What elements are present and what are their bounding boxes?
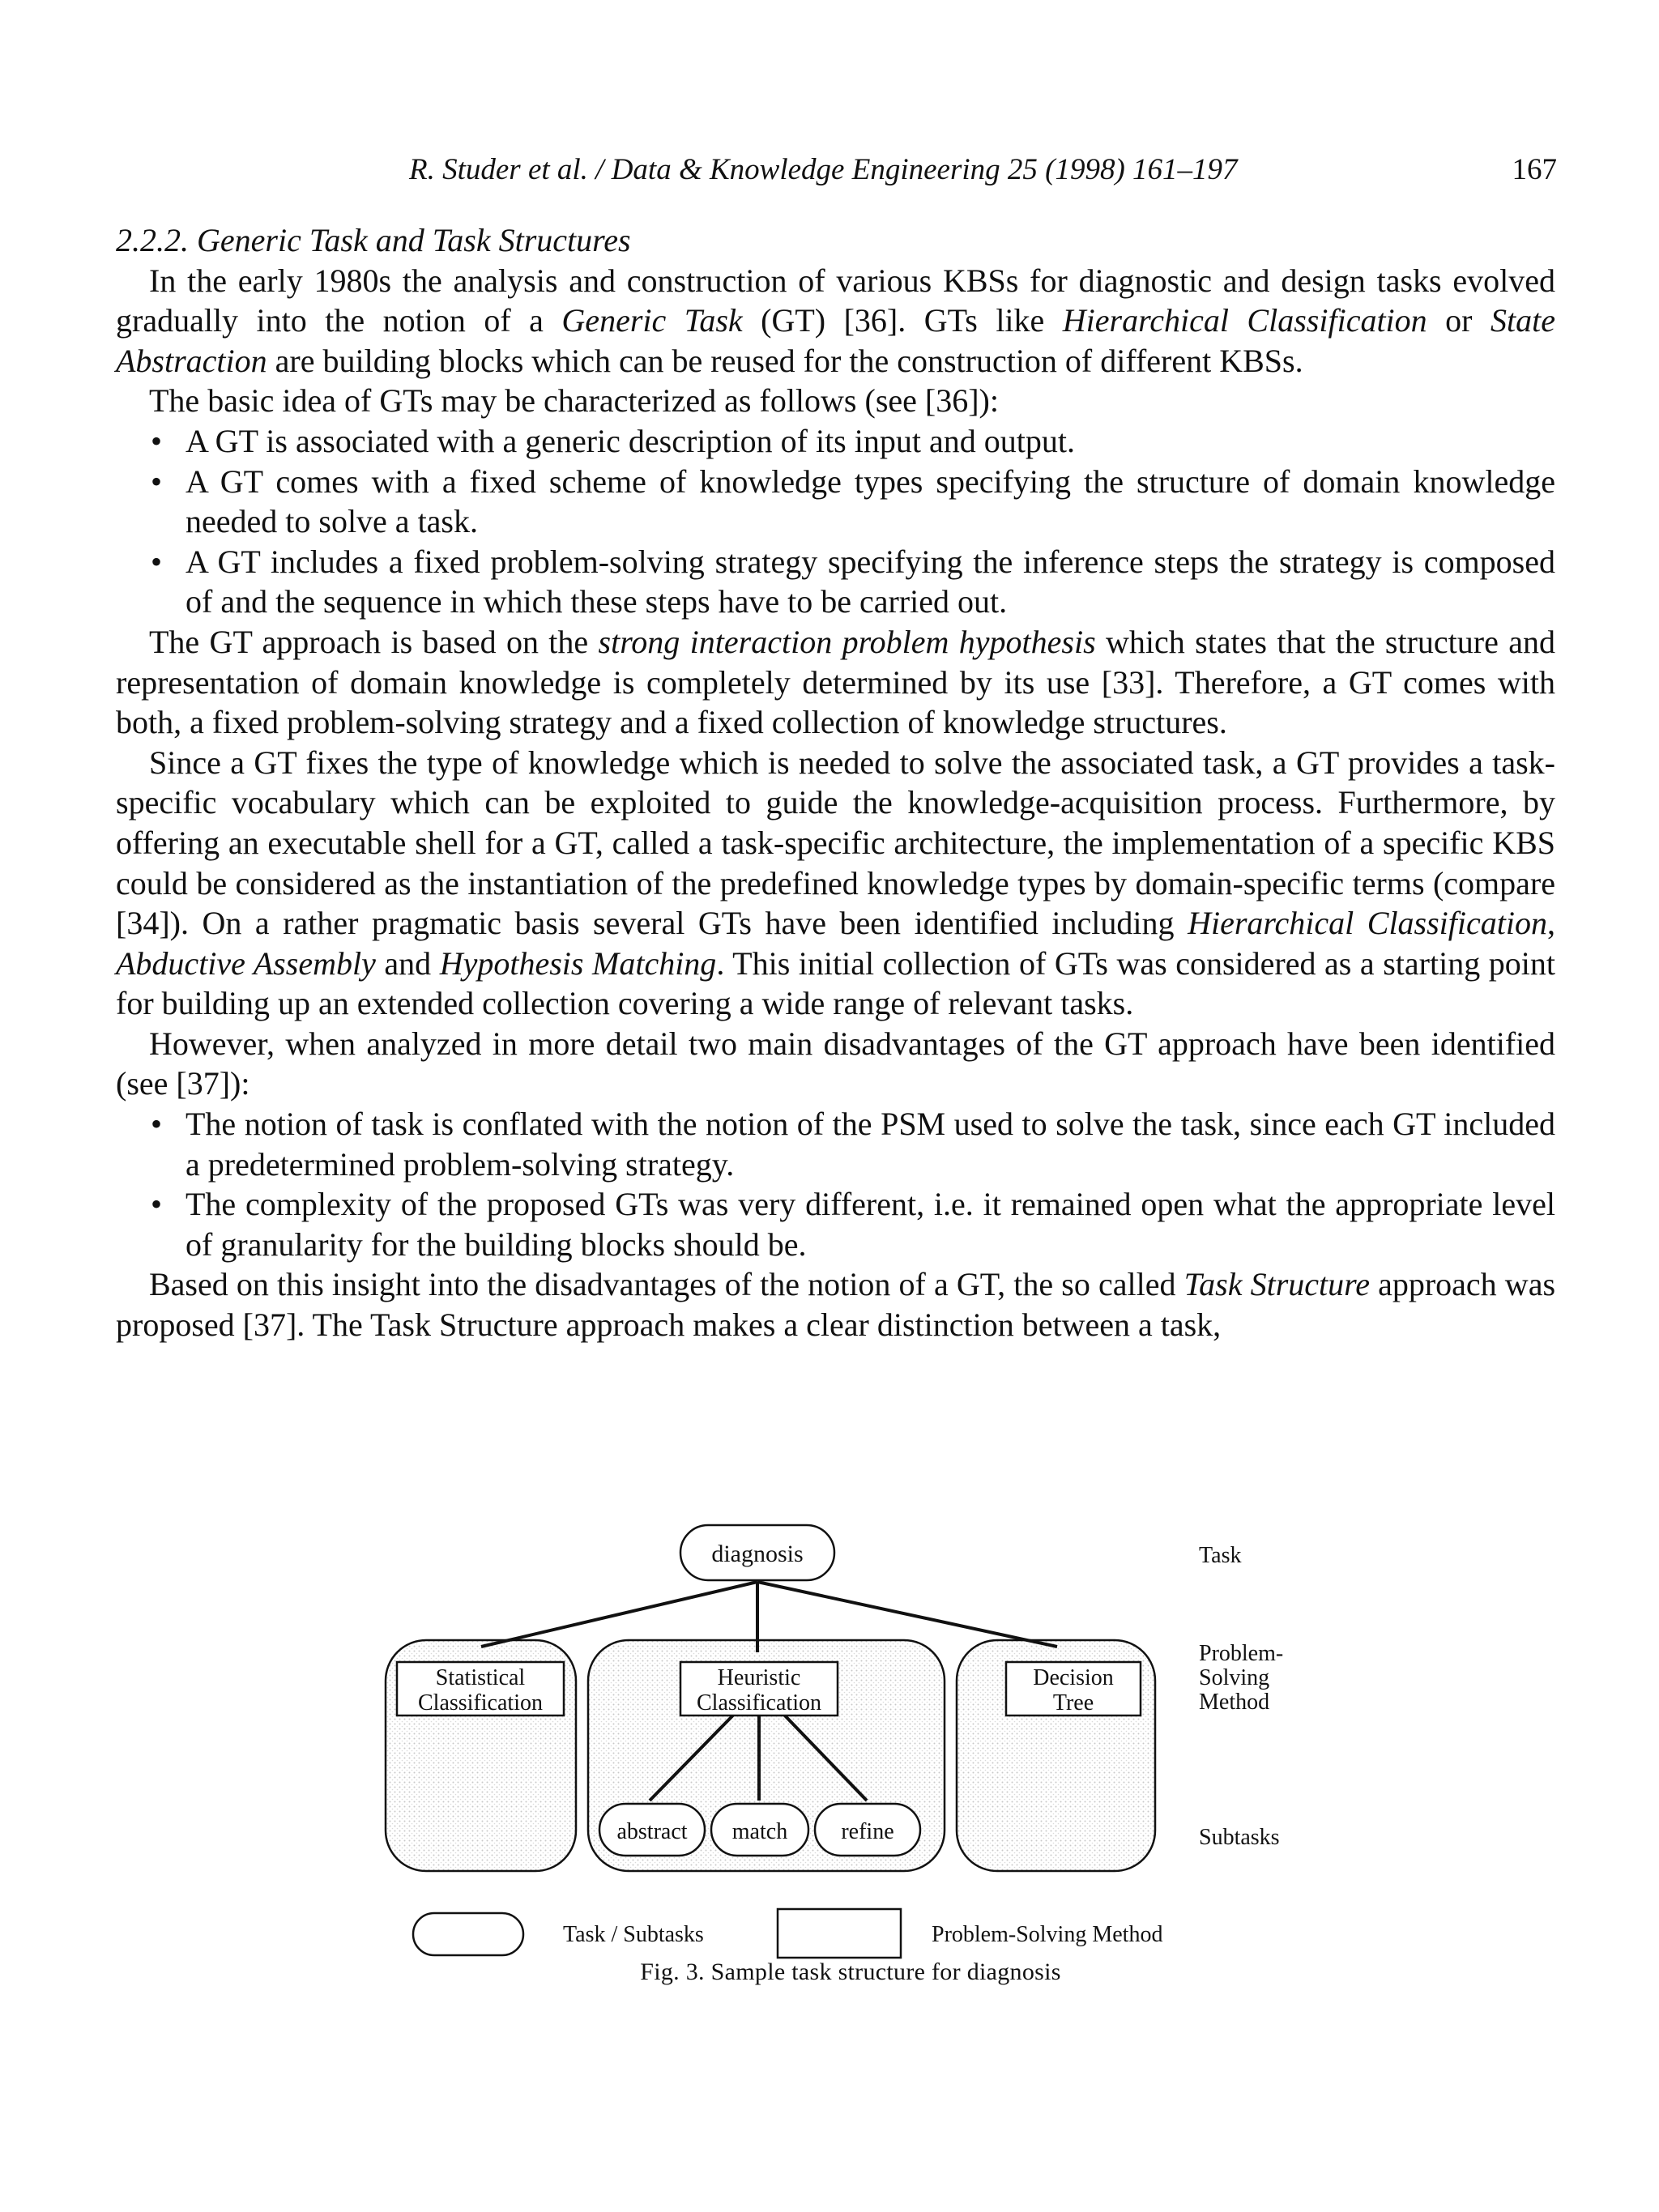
psm-label-statistical-2: Classification (418, 1690, 543, 1715)
psm-label-decision-2: Tree (1052, 1690, 1094, 1715)
running-head: R. Studer et al. / Data & Knowledge Engineering 25 (1998) 161–197 (409, 153, 1238, 186)
bullet-icon: • (151, 543, 163, 580)
figure-caption: Fig. 3. Sample task structure for diagnosis (640, 1958, 1061, 1985)
list-item: • The complexity of the proposed GTs was very different, i.e. it remained open what the appropriate level of granularity for the building blocks should be. (151, 1186, 1555, 1263)
psm-label-statistical-1: Statistical (435, 1665, 526, 1690)
task-structure-diagram (365, 1494, 1296, 1997)
row-label-task: Task (1199, 1543, 1242, 1568)
bullet-list-gt-characteristics (116, 421, 1555, 622)
bullet-icon: • (151, 1186, 163, 1223)
section-title: 2.2.2. Generic Task and Task Structures (116, 222, 631, 258)
paragraph-3: The GT approach is based on the strong interaction problem hypothesis which states that the structure and representation of domain knowledge is completely determined by its use [33]. Therefore, a GT comes with both, a fixed problem-solving strategy and a fixed collection of knowledge structures. (116, 623, 1555, 741)
paragraph-2: The basic idea of GTs may be characterized as follows (see [36]): (149, 382, 999, 420)
legend-psm-shape (778, 1909, 901, 1958)
row-label-subtasks: Subtasks (1199, 1825, 1280, 1850)
row-label-psm-1: Problem- (1199, 1641, 1284, 1666)
figure-task-structure (365, 1494, 1296, 1997)
legend-psm-label: Problem-Solving Method (932, 1922, 1163, 1947)
list-item: • The notion of task is conflated with the notion of the PSM used to solve the task, since each GT included a predetermined problem-solving strategy. (151, 1106, 1555, 1183)
subtask-label-abstract: abstract (616, 1819, 688, 1844)
bullet-icon: • (151, 422, 163, 459)
list-item: • A GT comes with a fixed scheme of knowledge types specifying the structure of domain knowledge needed to solve a task. (151, 462, 1555, 540)
paragraph-1: In the early 1980s the analysis and construction of various KBSs for diagnostic and design tasks evolved gradually into the notion of a Generic Task (GT) [36]. GTs like Hierarchical Classification or State Abstraction are building blocks which can be reused for the construction of different KBSs. (116, 262, 1555, 379)
legend-task-shape (413, 1913, 523, 1955)
paragraph-4: Since a GT fixes the type of knowledge which is needed to solve the associated task, a GT provides a task-specific vocabulary which can be exploited to guide the knowledge-acquisition process. Furthermore, by offering an executable shell for a GT, called a task-specific architecture, the implementation of a specific KBS could be considered as the instantiation of the predefined knowledge types by domain-specific terms (compare [34]). On a rather pragmatic basis several GTs have been identified including Hierarchical Classification, Abductive Assembly and Hypothesis Matching. This initial collection of GTs was considered as a starting point for building up an extended collection covering a wide range of relevant tasks. (116, 744, 1556, 1022)
list-item: • A GT includes a fixed problem-solving strategy specifying the inference steps the strategy is composed of and the sequence in which these steps have to be carried out. (151, 543, 1555, 620)
bullet-list-gt-disadvantages (116, 1104, 1555, 1264)
psm-label-decision-1: Decision (1033, 1665, 1114, 1690)
edge-root-to-decision-tree (757, 1582, 1057, 1647)
body-text (116, 220, 1555, 1345)
paragraph-6: Based on this insight into the disadvantages of the notion of a GT, the so called Task Structure approach was proposed [37]. The Task Structure approach makes a clear distinction between a task, (116, 1266, 1556, 1344)
row-label-psm-3: Method (1199, 1690, 1270, 1715)
legend-task-label: Task / Subtasks (563, 1922, 704, 1947)
task-label-diagnosis: diagnosis (711, 1541, 804, 1567)
edge-root-to-statistical (481, 1582, 757, 1647)
bullet-icon: • (151, 1106, 163, 1143)
paragraph-5: However, when analyzed in more detail two main disadvantages of the GT approach have been identified (see [37]): (116, 1025, 1555, 1102)
subtask-label-match: match (731, 1819, 788, 1844)
subtask-label-refine: refine (841, 1819, 894, 1844)
row-label-psm-2: Solving (1199, 1665, 1270, 1690)
list-item: • A GT is associated with a generic description of its input and output. (116, 421, 1555, 462)
psm-label-heuristic-1: Heuristic (717, 1665, 801, 1690)
psm-label-heuristic-2: Classification (697, 1690, 821, 1715)
page-number: 167 (1512, 153, 1557, 186)
bullet-icon: • (151, 462, 163, 500)
